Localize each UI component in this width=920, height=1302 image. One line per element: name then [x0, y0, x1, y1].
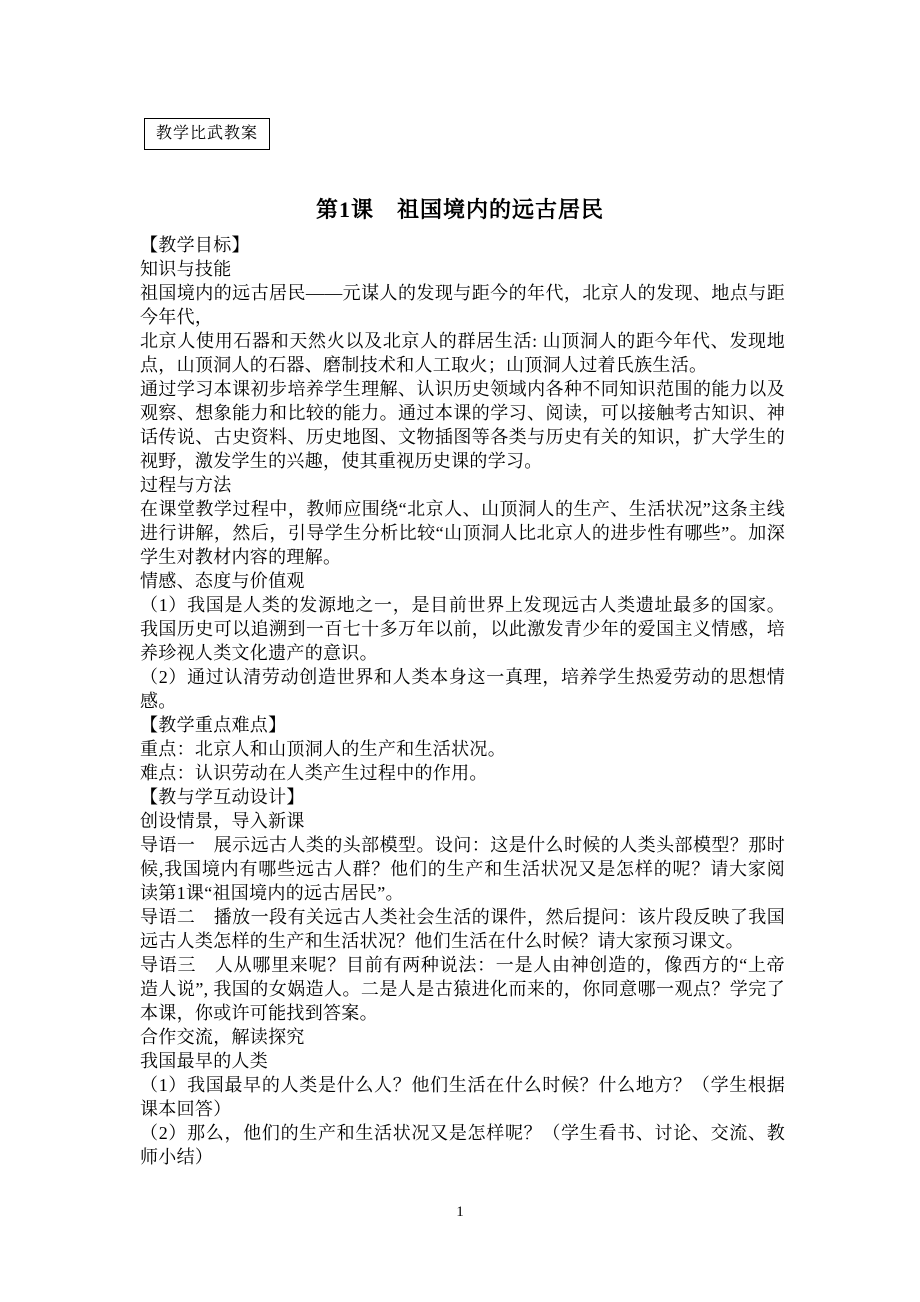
header-label-box: 教学比武教案	[144, 118, 270, 150]
paragraph: （2）通过认清劳动创造世界和人类本身这一真理，培养学生热爱劳动的思想情感。	[140, 667, 785, 711]
paragraph: 北京人使用石器和天然火以及北京人的群居生活: 山顶洞人的距今年代、发现地点，山顶洞人的石器、磨制技术和人工取火；山顶洞人过着氏族生活。	[140, 331, 786, 375]
paragraph: 情感、态度与价值观	[140, 571, 305, 591]
paragraph: 难点：认识劳动在人类产生过程中的作用。	[140, 763, 488, 783]
paragraph: 导语二 播放一段有关远古人类社会生活的课件，然后提问：该片段反映了我国远古人类怎样的生产和生活状况？他们生活在什么时候？请大家预习课文。	[140, 907, 785, 951]
paragraph: 创设情景，导入新课	[140, 811, 305, 831]
paragraph: 我国最早的人类	[140, 1051, 269, 1071]
paragraph: （1）我国是人类的发源地之一，是目前世界上发现远古人类遗址最多的国家。我国历史可以追溯到一百七十多万年以前，以此激发青少年的爱国主义情感，培养珍视人类文化遗产的意识。	[140, 595, 785, 663]
paragraph: 【教学重点难点】	[140, 715, 287, 735]
paragraph: 过程与方法	[140, 475, 232, 495]
paragraph: 【教与学互动设计】	[140, 787, 305, 807]
page-number: 1	[456, 1204, 464, 1220]
paragraph: 合作交流，解读探究	[140, 1027, 305, 1047]
paragraph: （1）我国最早的人类是什么人？他们生活在什么时候？什么地方？（学生根据课本回答）	[140, 1075, 785, 1119]
paragraph: 【教学目标】	[140, 235, 250, 255]
paragraph: 知识与技能	[140, 259, 232, 279]
paragraph: （2）那么，他们的生产和生活状况又是怎样呢？（学生看书、讨论、交流、教师小结）	[140, 1123, 785, 1167]
paragraph: 导语一 展示远古人类的头部模型。设问：这是什么时候的人类头部模型？那时候,我国境内有哪些远古人群？他们的生产和生活状况又是怎样的呢？请大家阅读第1课“祖国境内的远古居民”。	[140, 835, 785, 903]
page-title: 第1课 祖国境内的远古居民	[315, 197, 604, 222]
paragraph: 重点：北京人和山顶洞人的生产和生活状况。	[140, 739, 506, 759]
paragraph: 通过学习本课初步培养学生理解、认识历史领域内各种不同知识范围的能力以及观察、想象能力和比较的能力。通过本课的学习、阅读，可以接触考古知识、神话传说、古史资料、历史地图、文物插图等各类与历史有关的知识，扩大学生的视野，激发学生的兴趣，使其重视历史课的学习。	[140, 379, 785, 471]
paragraph: 导语三 人从哪里来呢？目前有两种说法：一是人由神创造的，像西方的“上帝造人说”, 我国的女娲造人。二是人是古猿进化而来的，你同意哪一观点？学完了本课，你或许可能找到答案。	[140, 955, 785, 1023]
paragraph: 祖国境内的远古居民——元谋人的发现与距今的年代，北京人的发现、地点与距今年代，	[140, 283, 785, 327]
paragraph: 在课堂教学过程中，教师应围绕“北京人、山顶洞人的生产、生活状况”这条主线进行讲解，然后，引导学生分析比较“山顶洞人比北京人的进步性有哪些”。加深学生对教材内容的理解。	[140, 499, 785, 567]
document-body	[140, 233, 785, 1169]
